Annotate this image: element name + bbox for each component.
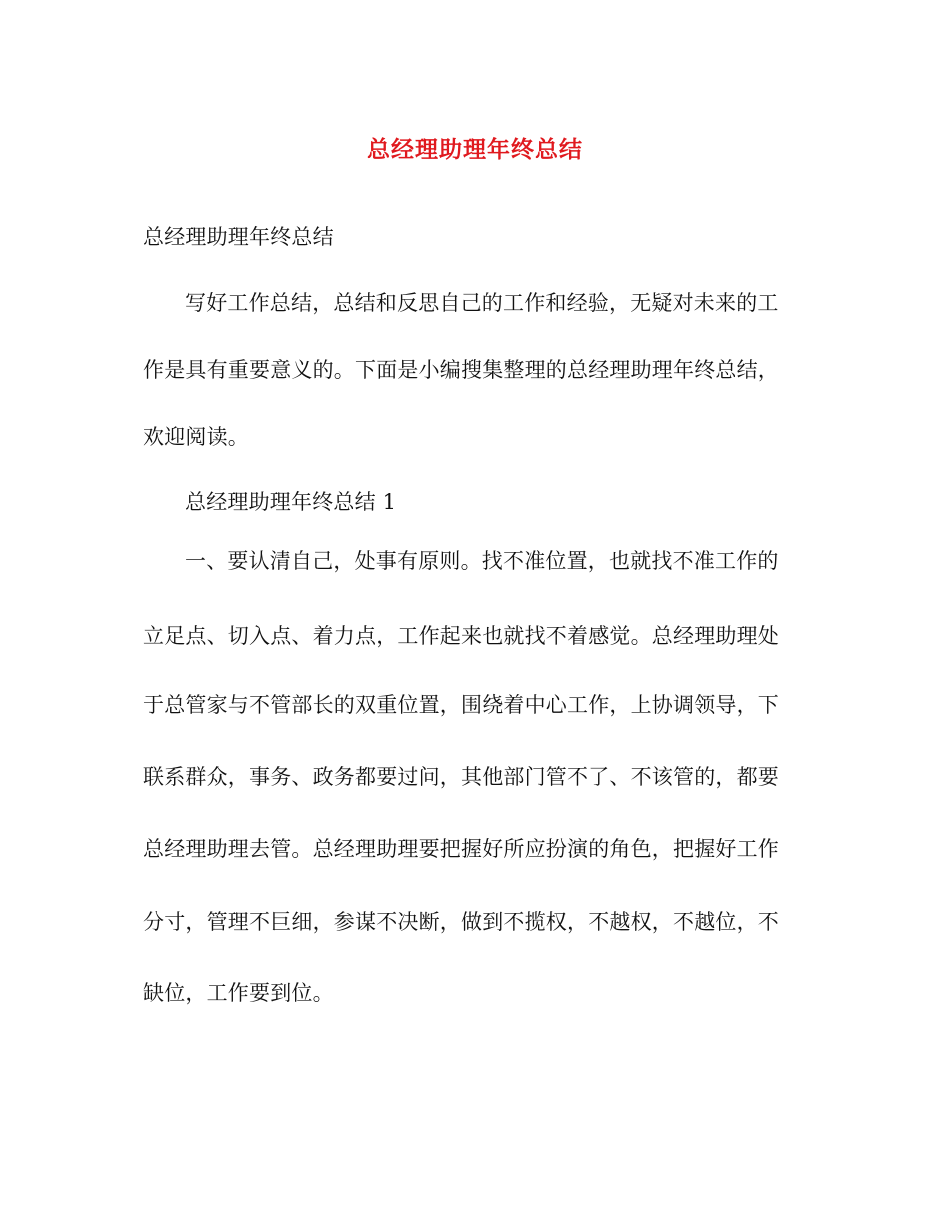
paragraph-line: 联系群众，事务、政务都要过问，其他部门管不了、不该管的，都要 (143, 765, 779, 789)
paragraph-line: 一、要认清自己，处事有原则。找不准位置，也就找不准工作的 (185, 549, 779, 573)
paragraph-line: 分寸，管理不巨细，参谋不决断，做到不揽权，不越权，不越位，不 (143, 910, 779, 934)
paragraph-line: 总经理助理去管。总经理助理要把握好所应扮演的角色，把握好工作 (143, 837, 779, 861)
section-heading: 总经理助理年终总结 1 (185, 490, 397, 514)
subtitle-line: 总经理助理年终总结 (143, 225, 334, 249)
paragraph-line: 作是具有重要意义的。下面是小编搜集整理的总经理助理年终总结， (143, 358, 779, 382)
paragraph-line: 写好工作总结，总结和反思自己的工作和经验，无疑对未来的工 (185, 291, 779, 315)
paragraph-line: 立足点、切入点、着力点，工作起来也就找不着感觉。总经理助理处 (143, 624, 779, 648)
paragraph-line: 于总管家与不管部长的双重位置，围绕着中心工作，上协调领导，下 (143, 693, 779, 717)
document-title: 总经理助理年终总结 (367, 137, 583, 163)
paragraph-line: 缺位，工作要到位。 (143, 981, 334, 1005)
paragraph-line: 欢迎阅读。 (143, 425, 249, 449)
